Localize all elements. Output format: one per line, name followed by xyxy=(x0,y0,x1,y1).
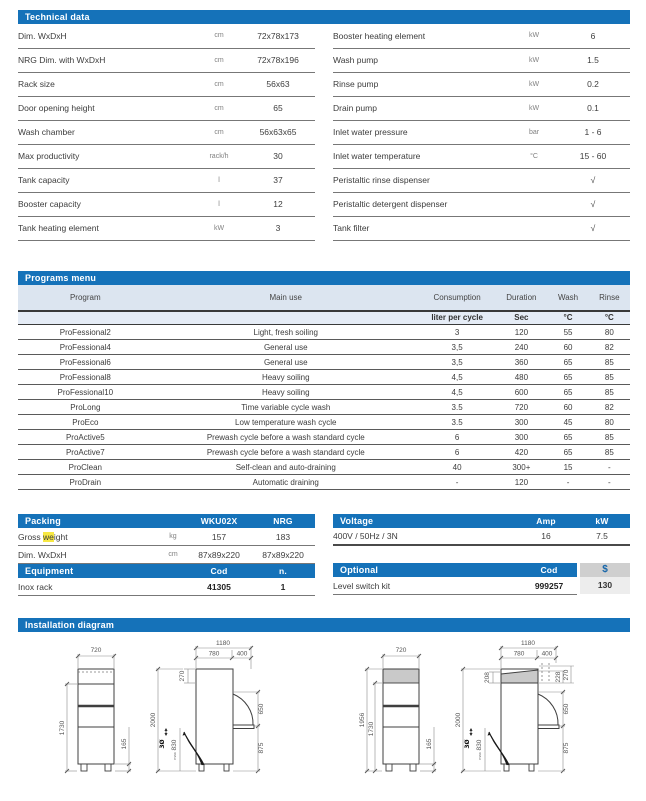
table-cell: 240 xyxy=(495,340,547,355)
col-header-rinse: Rinse xyxy=(599,292,620,302)
table-cell: 120 xyxy=(495,325,547,340)
table-row xyxy=(18,475,630,490)
voltage-col-amp: Amp xyxy=(536,516,556,526)
table-cell: ProFessional4 xyxy=(18,340,153,355)
table-cell: Automatic draining xyxy=(153,475,419,490)
table-cell: 40 xyxy=(419,460,496,475)
table-cell: kW xyxy=(512,96,556,120)
table-cell: - xyxy=(589,460,630,475)
installation-diagram-header xyxy=(18,618,630,632)
table-cell: 3 xyxy=(419,325,496,340)
table-cell: cm xyxy=(197,72,241,96)
dim-label: 1180 xyxy=(521,640,535,647)
table-cell: 3.5 xyxy=(419,415,496,430)
unit-rinse: °C xyxy=(589,311,630,325)
table-row xyxy=(333,168,630,192)
table-cell: 60 xyxy=(547,340,588,355)
table-cell: - xyxy=(547,475,588,490)
packing-col-wku02x: WKU02X xyxy=(200,516,238,526)
table-cell: General use xyxy=(153,355,419,370)
search-highlight: we xyxy=(43,531,54,542)
table-cell: NRG Dim. with WxDxH xyxy=(18,48,197,72)
table-cell: 65 xyxy=(547,355,588,370)
table-cell: Wash pump xyxy=(333,48,512,72)
table-cell: ProClean xyxy=(18,460,153,475)
table-cell: 480 xyxy=(495,370,547,385)
table-cell: Time variable cycle wash xyxy=(153,400,419,415)
table-cell: 3,5 xyxy=(419,355,496,370)
table-cell: Door opening height xyxy=(18,96,197,120)
table-row xyxy=(18,72,315,96)
packing-dim-wku02x: 87x89x220 xyxy=(198,549,240,560)
table-cell: 37 xyxy=(241,168,315,192)
packing-equipment-column xyxy=(18,514,315,596)
unit-consumption: liter per cycle xyxy=(419,311,496,325)
table-cell: 45 xyxy=(547,415,588,430)
table-cell: kW xyxy=(512,48,556,72)
table-cell: ProActive7 xyxy=(18,445,153,460)
table-row xyxy=(18,400,630,415)
unit-label: kg xyxy=(169,533,177,540)
packing-col-nrg: NRG xyxy=(273,516,293,526)
inox-rack-n: 1 xyxy=(280,581,286,592)
table-cell: °C xyxy=(512,144,556,168)
table-cell: ProLong xyxy=(18,400,153,415)
table-cell: cm xyxy=(197,96,241,120)
installation-diagram-section xyxy=(18,618,630,789)
section-title: Packing xyxy=(25,516,61,526)
table-cell: 6 xyxy=(419,430,496,445)
table-cell: ProDrain xyxy=(18,475,153,490)
table-cell: 3 xyxy=(241,216,315,240)
table-cell: 720 xyxy=(495,400,547,415)
table-cell: Low temperature wash cycle xyxy=(153,415,419,430)
column-gap xyxy=(315,514,333,596)
dim-label: 780 xyxy=(208,650,220,658)
table-row xyxy=(18,430,630,445)
dim-label: 165 xyxy=(426,738,433,750)
table-cell: 15 - 60 xyxy=(556,144,630,168)
programs-units-row xyxy=(18,311,630,325)
table-cell: Heavy soiling xyxy=(153,385,419,400)
table-cell: 360 xyxy=(495,355,547,370)
installation-diagram-svg xyxy=(18,632,630,784)
voltage-amp: 16 xyxy=(541,531,551,541)
table-row xyxy=(18,216,315,240)
level-switch-inner xyxy=(333,577,577,595)
table-cell: 72x78x173 xyxy=(241,24,315,48)
table-cell: kW xyxy=(512,72,556,96)
table-row xyxy=(18,340,630,355)
dim-label: 165 xyxy=(121,738,128,750)
table-cell: 12 xyxy=(241,192,315,216)
table-cell: l xyxy=(197,192,241,216)
table-cell: ProEco xyxy=(18,415,153,430)
bottom-tables xyxy=(18,514,630,596)
table-cell: 56x63 xyxy=(241,72,315,96)
table-cell: 120 xyxy=(495,475,547,490)
table-row xyxy=(18,355,630,370)
table-cell: - xyxy=(589,475,630,490)
table-cell: Tank capacity xyxy=(18,168,197,192)
dim-label: 2000 xyxy=(455,712,462,728)
inox-rack-cod: 41305 xyxy=(207,581,231,592)
dim-label: 400 xyxy=(236,650,248,658)
table-cell: 56x63x65 xyxy=(241,120,315,144)
table-cell: 85 xyxy=(589,355,630,370)
column-gap xyxy=(315,24,333,241)
dim-label: 650 xyxy=(563,703,570,715)
table-cell: 15 xyxy=(547,460,588,475)
dim-label: 780 xyxy=(513,650,525,658)
hose-note: 3Ø xyxy=(159,739,166,749)
table-cell: 80 xyxy=(589,415,630,430)
table-cell: ProFessional8 xyxy=(18,370,153,385)
technical-right-table xyxy=(333,24,630,241)
table-cell: Prewash cycle before a wash standard cycle xyxy=(153,430,419,445)
table-cell: cm xyxy=(197,120,241,144)
gross-weight-label: Gross weight xyxy=(18,531,68,542)
voltage-optional-column xyxy=(333,514,630,596)
packing-dim-nrg: 87x89x220 xyxy=(262,549,304,560)
table-row xyxy=(333,144,630,168)
table-cell: 0.1 xyxy=(556,96,630,120)
table-cell: Max productivity xyxy=(18,144,197,168)
table-cell: 300+ xyxy=(495,460,547,475)
table-row xyxy=(18,96,315,120)
unit-blank xyxy=(18,311,153,325)
table-cell: Booster capacity xyxy=(18,192,197,216)
dim-label: 830 xyxy=(171,739,178,751)
table-cell: kW xyxy=(512,24,556,48)
table-cell: 55 xyxy=(547,325,588,340)
table-cell: 85 xyxy=(589,430,630,445)
table-cell: 65 xyxy=(547,445,588,460)
table-row xyxy=(18,48,315,72)
table-cell: 3.5 xyxy=(419,400,496,415)
table-cell: Rinse pump xyxy=(333,72,512,96)
unit-blank xyxy=(153,311,419,325)
section-title: Technical data xyxy=(25,12,90,22)
table-row xyxy=(333,216,630,240)
table-row xyxy=(18,370,630,385)
table-cell: Peristaltic detergent dispenser xyxy=(333,192,512,216)
dim-label: 1730 xyxy=(368,721,375,737)
packing-dim-label: Dim. WxDxH xyxy=(18,549,67,560)
col-header-program: Program xyxy=(69,292,101,302)
optional-header-row xyxy=(333,563,630,577)
table-cell: 85 xyxy=(589,370,630,385)
col-header-duration: Duration xyxy=(506,292,537,302)
table-cell: General use xyxy=(153,340,419,355)
table-cell: Tank heating element xyxy=(18,216,197,240)
dim-label: 720 xyxy=(395,647,407,654)
table-cell: Peristaltic rinse dispenser xyxy=(333,168,512,192)
table-row xyxy=(18,144,315,168)
section-title: Equipment xyxy=(25,566,74,576)
table-cell: Rack size xyxy=(18,72,197,96)
optional-col-price: $ xyxy=(580,563,630,577)
equipment-col-n: n. xyxy=(279,566,287,576)
table-row xyxy=(18,24,315,48)
programs-table xyxy=(18,285,630,491)
packing-dim-row xyxy=(18,546,315,564)
voltage-col-kw: kW xyxy=(595,516,609,526)
dim-label: 1730 xyxy=(59,720,66,736)
table-cell: rack/h xyxy=(197,144,241,168)
table-cell: 300 xyxy=(495,415,547,430)
table-cell: 4,5 xyxy=(419,385,496,400)
side-view-nrg xyxy=(455,640,574,773)
dim-label: 400 xyxy=(541,650,553,658)
voltage-row xyxy=(333,528,630,546)
dim-label: 875 xyxy=(563,742,570,754)
table-cell: ProFessional10 xyxy=(18,385,153,400)
table-row xyxy=(18,415,630,430)
table-row xyxy=(18,460,630,475)
table-row xyxy=(18,192,315,216)
table-cell: Inlet water temperature xyxy=(333,144,512,168)
table-cell: 82 xyxy=(589,400,630,415)
technical-left-table xyxy=(18,24,315,241)
technical-data-header xyxy=(18,10,630,24)
dim-label: 830 xyxy=(476,739,483,751)
dim-label: 270 xyxy=(179,670,186,682)
table-cell: Wash chamber xyxy=(18,120,197,144)
table-cell: 85 xyxy=(589,385,630,400)
table-row xyxy=(333,72,630,96)
dim-label: 208 xyxy=(484,672,491,683)
programs-header-row xyxy=(18,285,630,311)
table-cell: 72x78x196 xyxy=(241,48,315,72)
table-cell: 420 xyxy=(495,445,547,460)
programs-section xyxy=(18,271,630,491)
front-view-nrg xyxy=(359,647,436,773)
dim-label: 270 xyxy=(563,669,570,681)
table-cell: 30 xyxy=(241,144,315,168)
table-cell: bar xyxy=(512,120,556,144)
table-cell xyxy=(512,192,556,216)
section-title: Installation diagram xyxy=(25,620,115,630)
table-row xyxy=(18,385,630,400)
table-cell: 6 xyxy=(556,24,630,48)
table-cell: cm xyxy=(197,24,241,48)
table-cell: ProFessional6 xyxy=(18,355,153,370)
table-cell: Inlet water pressure xyxy=(333,120,512,144)
table-cell: √ xyxy=(556,216,630,240)
table-cell: √ xyxy=(556,168,630,192)
voltage-label: 400V / 50Hz / 3N xyxy=(333,531,398,541)
table-cell: 1 - 6 xyxy=(556,120,630,144)
table-cell: kW xyxy=(197,216,241,240)
table-cell: Light, fresh soiling xyxy=(153,325,419,340)
gross-weight-row xyxy=(18,528,315,546)
table-cell: Dim. WxDxH xyxy=(18,24,197,48)
table-cell: cm xyxy=(197,48,241,72)
gross-weight-wku02x: 157 xyxy=(211,531,227,542)
voltage-header xyxy=(333,514,630,528)
table-row xyxy=(333,120,630,144)
level-switch-row xyxy=(333,577,630,595)
table-cell: 85 xyxy=(589,445,630,460)
unit-label: cm xyxy=(168,551,178,558)
table-cell: Prewash cycle before a wash standard cycle xyxy=(153,445,419,460)
table-cell: √ xyxy=(556,192,630,216)
equipment-col-cod: Cod xyxy=(210,566,228,576)
level-switch-label: Level switch kit xyxy=(333,580,391,591)
dim-sub-label: max xyxy=(477,752,482,760)
programs-menu-header xyxy=(18,271,630,285)
table-row xyxy=(18,120,315,144)
table-cell: Heavy soiling xyxy=(153,370,419,385)
table-cell: 0.2 xyxy=(556,72,630,96)
table-cell: 65 xyxy=(547,370,588,385)
table-cell: 65 xyxy=(241,96,315,120)
spacer xyxy=(333,546,630,563)
table-cell xyxy=(512,216,556,240)
table-row xyxy=(333,192,630,216)
table-row xyxy=(333,96,630,120)
voltage-kw: 7.5 xyxy=(596,531,608,541)
table-cell: ProFessional2 xyxy=(18,325,153,340)
section-title: Voltage xyxy=(340,516,374,526)
table-cell: 6 xyxy=(419,445,496,460)
table-row xyxy=(18,168,315,192)
table-row xyxy=(18,445,630,460)
technical-data-section xyxy=(18,24,630,241)
section-title: Programs menu xyxy=(25,272,97,283)
table-cell: Self-clean and auto-draining xyxy=(153,460,419,475)
unit-duration: Sec xyxy=(495,311,547,325)
table-cell: Tank filter xyxy=(333,216,512,240)
table-row xyxy=(18,325,630,340)
table-cell: 65 xyxy=(547,385,588,400)
table-cell: - xyxy=(419,475,496,490)
dim-label: 875 xyxy=(258,742,265,754)
dim-label: 1180 xyxy=(216,640,230,647)
table-cell: 300 xyxy=(495,430,547,445)
table-cell: Booster heating element xyxy=(333,24,512,48)
dim-label: 650 xyxy=(258,703,265,715)
gross-weight-nrg: 183 xyxy=(275,531,291,542)
col-header-main-use: Main use xyxy=(269,292,302,302)
table-cell: 65 xyxy=(547,430,588,445)
table-row xyxy=(333,48,630,72)
table-cell: 4,5 xyxy=(419,370,496,385)
equipment-header xyxy=(18,564,315,578)
inox-rack-label: Inox rack xyxy=(18,581,53,592)
section-title: Optional xyxy=(340,565,379,575)
inox-rack-row xyxy=(18,578,315,596)
optional-header xyxy=(333,563,577,577)
table-cell: 60 xyxy=(547,400,588,415)
dim-label: 2000 xyxy=(150,712,157,728)
table-cell: 1.5 xyxy=(556,48,630,72)
side-view-standard xyxy=(150,640,265,773)
level-switch-cod: 999257 xyxy=(534,580,564,591)
table-cell: 3,5 xyxy=(419,340,496,355)
table-cell: Drain pump xyxy=(333,96,512,120)
dim-label: 720 xyxy=(90,647,102,654)
table-cell: 82 xyxy=(589,340,630,355)
table-cell: l xyxy=(197,168,241,192)
table-cell xyxy=(512,168,556,192)
hose-note: 3Ø xyxy=(464,739,471,749)
packing-header xyxy=(18,514,315,528)
optional-col-cod: Cod xyxy=(540,565,558,575)
table-cell: 600 xyxy=(495,385,547,400)
front-view-standard xyxy=(59,647,131,773)
unit-wash: °C xyxy=(547,311,588,325)
dim-sub-label: max xyxy=(172,752,177,760)
table-cell: 80 xyxy=(589,325,630,340)
dim-label: 1956 xyxy=(359,712,366,728)
col-header-wash: Wash xyxy=(557,292,579,302)
table-cell: ProActive5 xyxy=(18,430,153,445)
dim-label: 228 xyxy=(555,671,562,683)
table-row xyxy=(333,24,630,48)
level-switch-price: 130 xyxy=(580,577,630,594)
col-header-consumption: Consumption xyxy=(433,292,481,302)
